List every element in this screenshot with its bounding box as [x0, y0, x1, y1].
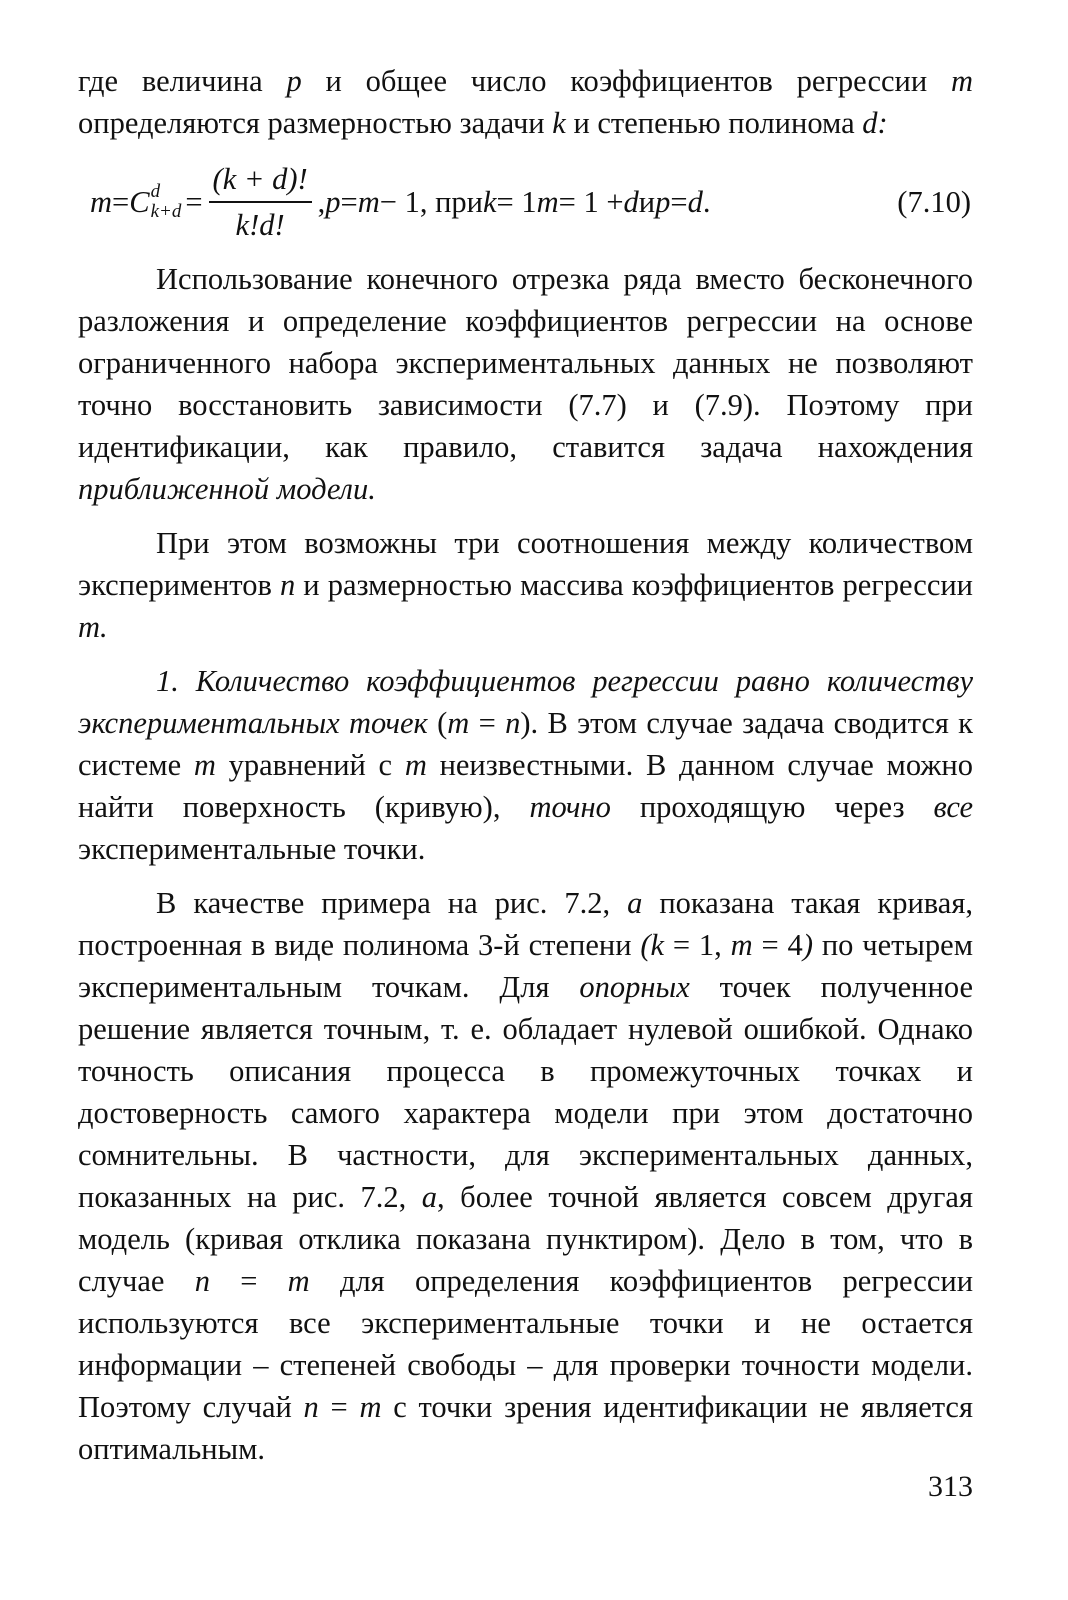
equation-body [90, 150, 710, 254]
paragraph-4 [78, 660, 973, 870]
text-run: (k [640, 928, 665, 962]
formula-text: − 1, при [379, 185, 483, 219]
text-run: В качестве примера на рис. 7.2, [156, 886, 628, 920]
text-run: n [505, 706, 521, 740]
paragraph-3 [78, 522, 973, 648]
text-run: показана такая кривая, построенная в виде полинома 3-й степени [78, 886, 973, 962]
text-run: по четырем экспериментальным точкам. Для [78, 928, 974, 1004]
formula-text: = [670, 185, 688, 219]
text-run: экспериментальные точки. [78, 832, 426, 866]
text-run: При этом возможны три соотношения между количеством экспериментов [78, 526, 973, 602]
binomial-superscript: d [150, 181, 161, 202]
text-run: и степенью полинома [565, 106, 863, 140]
text-run: n [303, 1390, 319, 1424]
text-run: и общее число коэффициентов регрессии [301, 64, 951, 98]
formula-text: = 1 + [558, 185, 624, 219]
formula-text: , [317, 185, 326, 219]
formula-symbol: k [482, 185, 497, 219]
paragraph-5 [78, 882, 973, 1470]
binomial-indices [151, 182, 182, 222]
formula-text: = [112, 185, 130, 219]
text-run: определяются размерностью задачи [78, 106, 553, 140]
text-run: = [318, 1390, 360, 1424]
binomial-subscript: k+d [150, 201, 182, 222]
text-run: = [469, 706, 506, 740]
formula-text: и [638, 185, 656, 219]
text-run: ). В этом случае задача сводится к системе [78, 706, 973, 782]
text-run: m [404, 748, 427, 782]
formula-symbol: m [90, 185, 113, 219]
text-run: = 1, [664, 928, 731, 962]
fraction [209, 159, 312, 245]
text-run: уравнений с [215, 748, 405, 782]
text-run: а [627, 886, 643, 920]
text-run: m. [78, 610, 108, 644]
text-run: проходящую через [610, 790, 934, 824]
formula-symbol: p [655, 185, 671, 219]
text-run: n [194, 1264, 210, 1298]
text-run: с точки зрения идентификации не является оптимальным. [78, 1390, 973, 1466]
fraction-denominator: k!d! [235, 208, 285, 242]
text-run: d: [862, 106, 888, 140]
text-run: m [359, 1390, 382, 1424]
text-run: ( [427, 706, 448, 740]
text-run: m [193, 748, 216, 782]
text-run: где величина [78, 64, 287, 98]
text-run: Использование конечного отрезка ряда вместо бесконечного разложения и определение коэффициентов регрессии на основе ограниченного набора экспериментальных данных не позволяют точно восстановить зависимости (7.7) и (7.9). Поэтому при идентификации, как правило, ставится задача нахождения [78, 262, 973, 464]
text-run: неизвестными. В данном случае можно найти поверхность (кривую), [78, 748, 973, 824]
formula-symbol: C [129, 185, 150, 219]
paragraph-2 [78, 258, 973, 510]
fraction-numerator: (k + d)! [209, 159, 312, 203]
equation-7-10 [78, 150, 973, 254]
text-run: и размерностью массива коэффициентов регрессии [295, 568, 974, 602]
text-run: = [209, 1264, 288, 1298]
text-run: ) [802, 928, 813, 962]
formula-text: = 1 [496, 185, 537, 219]
page-number: 313 [928, 1470, 973, 1503]
text-run: k [552, 106, 566, 140]
formula-symbol: d [623, 185, 639, 219]
formula-text: = [340, 185, 358, 219]
formula-symbol: d [687, 185, 703, 219]
text-run: 1. Количество коэффициентов регрессии равно количеству экспериментальных точек [78, 664, 973, 740]
text-run: точек полученное решение является точным, т. е. обладает нулевой ошибкой. Однако точность описания процесса в промежуточных точках и достоверность самого характера модели при этом достаточно сомнительны. В частности, для экспериментальных данных, показанных на рис. 7.2, [78, 970, 973, 1214]
text-run: p [286, 64, 302, 98]
page-body [78, 60, 973, 1470]
text-run: m [950, 64, 974, 98]
formula-symbol: m [536, 185, 559, 219]
text-run: m [730, 928, 753, 962]
formula-symbol: m [357, 185, 380, 219]
text-run: а [421, 1180, 438, 1214]
text-run: для определения коэффициентов регрессии используются все экспериментальные точки и не остается информации – степеней свободы – для проверки точности модели. Поэтому случай [78, 1264, 974, 1424]
formula-text: . [702, 185, 711, 219]
text-run: n [279, 568, 296, 602]
text-run: все [933, 790, 973, 824]
text-run: опорных [579, 970, 690, 1004]
text-run: m [447, 706, 470, 740]
text-run: , более точной является совсем другая модель (кривая отклика показана пунктиром). Дело в том, что в случае [78, 1180, 973, 1298]
formula-text: = [185, 185, 203, 219]
text-run: приближенной модели. [78, 472, 376, 506]
formula-symbol: p [325, 185, 341, 219]
text-run: точно [529, 790, 611, 824]
text-run: = 4 [752, 928, 803, 962]
paragraph-1 [78, 60, 973, 144]
equation-number: (7.10) [897, 185, 971, 219]
text-run: m [287, 1264, 310, 1298]
